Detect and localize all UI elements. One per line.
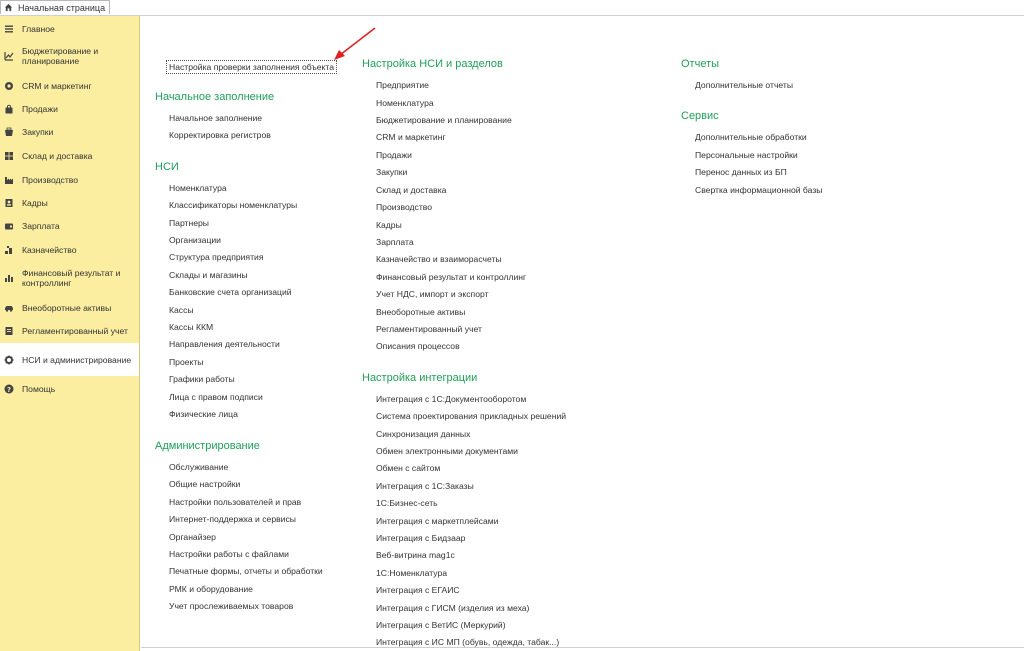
chart-trend-icon: [4, 51, 14, 61]
link[interactable]: Физические лица: [169, 409, 238, 419]
link[interactable]: Предприятие: [376, 80, 429, 90]
sidebar-item-salary[interactable]: Зарплата: [0, 220, 139, 232]
link[interactable]: Учет НДС, импорт и экспорт: [376, 289, 489, 299]
link[interactable]: Интеграция с ИС МП (обувь, одежда, табак...): [376, 637, 560, 647]
link[interactable]: Начальное заполнение: [169, 113, 263, 123]
link[interactable]: Внеоборотные активы: [376, 307, 466, 317]
link[interactable]: Настройки работы с файлами: [169, 549, 289, 559]
link[interactable]: Кадры: [376, 220, 402, 230]
link[interactable]: Перенос данных из БП: [695, 167, 787, 177]
link[interactable]: Склад и доставка: [376, 185, 447, 195]
link[interactable]: Общие настройки: [169, 479, 241, 489]
link[interactable]: Структура предприятия: [169, 252, 264, 262]
link[interactable]: 1С:Номенклатура: [376, 568, 448, 578]
sidebar-item-nsi-admin[interactable]: НСИ и администрирование: [0, 343, 139, 376]
link[interactable]: Партнеры: [169, 218, 209, 228]
link[interactable]: Бюджетирование и планирование: [376, 115, 512, 125]
link[interactable]: Интеграция с 1С:Документооборотом: [376, 394, 527, 404]
link[interactable]: Регламентированный учет: [376, 324, 482, 334]
tab-bar: [0, 0, 1024, 16]
sidebar-item-main[interactable]: Главное: [0, 23, 139, 35]
bar-chart-icon: [4, 273, 14, 283]
svg-text:?: ?: [6, 386, 12, 394]
link[interactable]: Обмен электронными документами: [376, 446, 518, 456]
link[interactable]: Учет прослеживаемых товаров: [169, 601, 294, 611]
link[interactable]: Интеграция с ЕГАИС: [376, 585, 460, 595]
link[interactable]: Проекты: [169, 357, 204, 367]
link[interactable]: Номенклатура: [376, 98, 434, 108]
section-title-nsi-settings: Настройка НСИ и разделов: [362, 58, 503, 70]
sidebar-item-regulated-accounting[interactable]: Регламентированный учет: [0, 325, 139, 337]
treasury-icon: [4, 245, 14, 255]
sidebar-item-financial-result[interactable]: Финансовый результат и контроллинг: [0, 267, 139, 289]
person-icon: [4, 198, 14, 208]
link[interactable]: Продажи: [376, 150, 412, 160]
link[interactable]: Система проектирования прикладных решений: [376, 411, 567, 421]
link[interactable]: Интеграция с маркетплейсами: [376, 516, 499, 526]
link[interactable]: Органайзер: [169, 532, 216, 542]
link[interactable]: Интеграция с 1С:Заказы: [376, 481, 474, 491]
link[interactable]: Дополнительные обработки: [695, 132, 807, 142]
link[interactable]: Обмен с сайтом: [376, 463, 441, 473]
sidebar-item-help[interactable]: ? Помощь: [0, 383, 139, 395]
link[interactable]: CRM и маркетинг: [376, 132, 446, 142]
sidebar: [0, 16, 140, 651]
link[interactable]: Интеграция с ВетИС (Меркурий): [376, 620, 506, 630]
link[interactable]: Кассы: [169, 305, 194, 315]
sidebar-item-treasury[interactable]: Казначейство: [0, 244, 139, 256]
section-title-reports: Отчеты: [681, 58, 720, 70]
link[interactable]: Графики работы: [169, 374, 235, 384]
link[interactable]: Настройки пользователей и прав: [169, 497, 302, 507]
annotation-arrow-icon: [320, 25, 380, 65]
link[interactable]: Обслуживание: [169, 462, 229, 472]
link-object-check-settings[interactable]: Настройка проверки заполнения объекта: [166, 60, 337, 74]
link[interactable]: Веб-витрина mag1c: [376, 550, 455, 560]
home-icon: [4, 3, 13, 12]
section-title-administration: Администрирование: [155, 440, 260, 452]
crm-icon: [4, 81, 14, 91]
link[interactable]: Печатные формы, отчеты и обработки: [169, 566, 323, 576]
link[interactable]: Интернет-поддержка и сервисы: [169, 514, 296, 524]
sidebar-item-fixed-assets[interactable]: Внеоборотные активы: [0, 302, 139, 314]
link[interactable]: РМК и оборудование: [169, 584, 253, 594]
warehouse-icon: [4, 151, 14, 161]
sidebar-item-budgeting[interactable]: Бюджетирование и планирование: [0, 45, 139, 67]
wallet-icon: [4, 221, 14, 231]
link[interactable]: Синхронизация данных: [376, 429, 471, 439]
help-icon: [4, 384, 14, 394]
link[interactable]: Дополнительные отчеты: [695, 80, 794, 90]
link[interactable]: Производство: [376, 202, 433, 212]
link[interactable]: Закупки: [376, 167, 408, 177]
sidebar-item-crm[interactable]: CRM и маркетинг: [0, 80, 139, 92]
basket-icon: [4, 127, 14, 137]
sidebar-item-production[interactable]: Производство: [0, 174, 139, 186]
tab-home[interactable]: [0, 0, 110, 14]
link[interactable]: Финансовый результат и контроллинг: [376, 272, 527, 282]
link[interactable]: Интеграция с ГИСМ (изделия из меха): [376, 603, 530, 613]
link[interactable]: Казначейство и взаиморасчеты: [376, 254, 502, 264]
link[interactable]: Зарплата: [376, 237, 414, 247]
section-title-initial-fill: Начальное заполнение: [155, 91, 275, 103]
link[interactable]: Свертка информационной базы: [695, 185, 823, 195]
link[interactable]: Описания процессов: [376, 341, 460, 351]
link[interactable]: Корректировка регистров: [169, 130, 271, 140]
link[interactable]: Направления деятельности: [169, 339, 280, 349]
factory-icon: [4, 175, 14, 185]
link[interactable]: Персональные настройки: [695, 150, 798, 160]
section-title-service: Сервис: [681, 110, 719, 122]
sidebar-item-hr[interactable]: Кадры: [0, 197, 139, 209]
link[interactable]: Лица с правом подписи: [169, 392, 263, 402]
sidebar-item-warehouse[interactable]: Склад и доставка: [0, 150, 139, 162]
link[interactable]: Номенклатура: [169, 183, 227, 193]
car-icon: [4, 303, 14, 313]
link[interactable]: Банковские счета организаций: [169, 287, 292, 297]
bottom-divider: [141, 647, 1024, 648]
tab-home-label: Начальная страница: [18, 2, 106, 13]
sidebar-item-purchases[interactable]: Закупки: [0, 126, 139, 138]
sidebar-item-sales[interactable]: Продажи: [0, 103, 139, 115]
link[interactable]: Организации: [169, 235, 221, 245]
menu-lines-icon: [4, 24, 14, 34]
gear-icon: [4, 355, 14, 365]
link[interactable]: Кассы ККМ: [169, 322, 214, 332]
link[interactable]: 1С:Бизнес-сеть: [376, 498, 438, 508]
bag-icon: [4, 104, 14, 114]
link[interactable]: Интеграция с Бидзаар: [376, 533, 466, 543]
link[interactable]: Склады и магазины: [169, 270, 248, 280]
section-title-integration: Настройка интеграции: [362, 372, 478, 384]
section-title-nsi: НСИ: [155, 161, 179, 173]
link[interactable]: Классификаторы номенклатуры: [169, 200, 298, 210]
document-icon: [4, 326, 14, 336]
